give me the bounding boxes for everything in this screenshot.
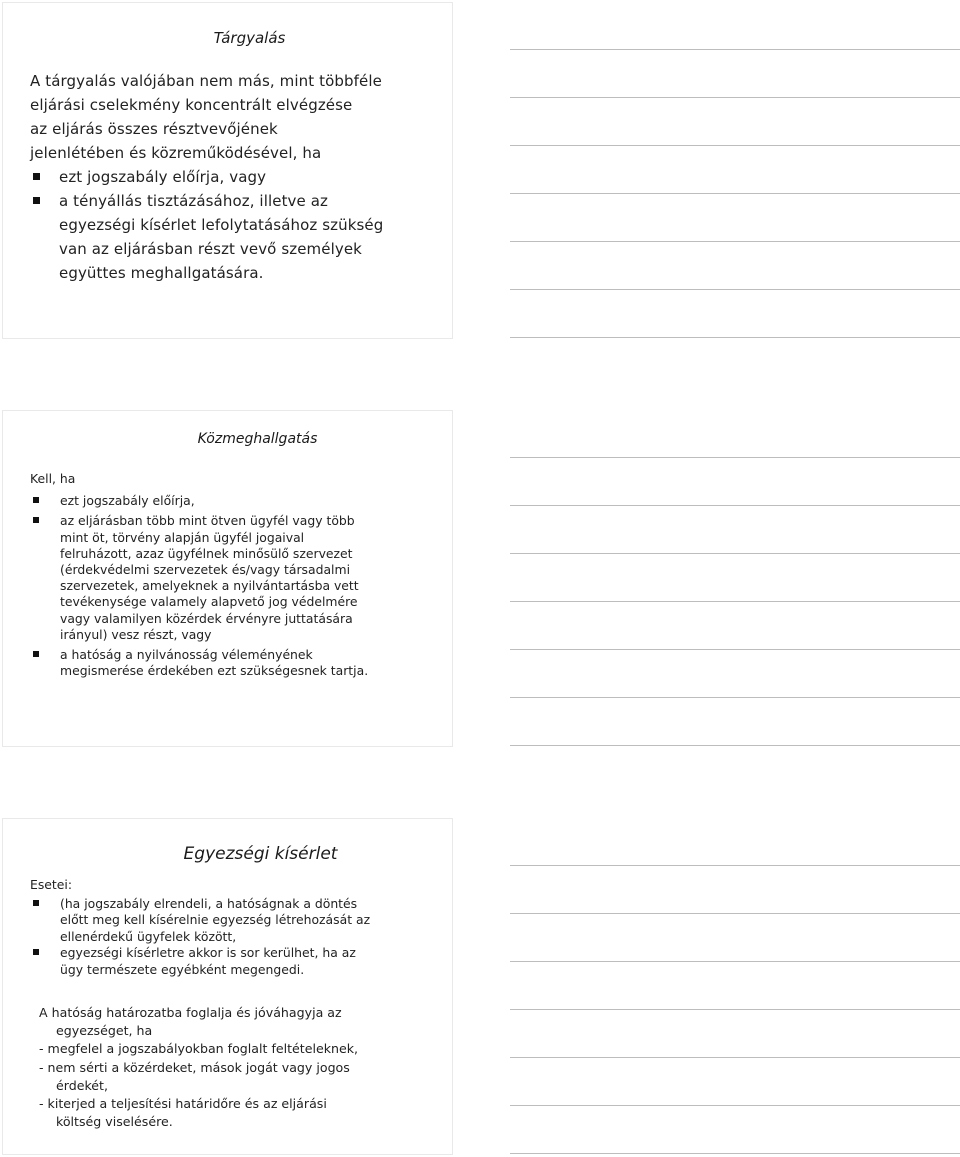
note-line <box>510 1009 960 1010</box>
slide-body <box>30 877 435 978</box>
bullet-line: mint öt, törvény alapján ügyfél jogaival <box>60 529 305 545</box>
bullet-line: együttes meghallgatására. <box>59 264 264 282</box>
slide-body <box>30 69 440 285</box>
square-bullet-icon <box>33 173 40 180</box>
bullet-line: megismerése érdekében ezt szükségesnek tartja. <box>60 663 369 679</box>
square-bullet-icon <box>33 651 39 657</box>
note-line <box>510 745 960 746</box>
note-line <box>510 697 960 698</box>
bullet-line: van az eljárásban részt vevő személyek <box>59 240 362 258</box>
lead-line: az eljárás összes résztvevőjének <box>30 120 278 138</box>
condition-line: - nem sérti a közérdeket, mások jogát vagy jogos <box>39 1059 350 1075</box>
bullet-line: felruházott, azaz ügyfélnek minősülő szervezet <box>60 545 353 561</box>
note-line <box>510 1153 960 1154</box>
lead-line: A tárgyalás valójában nem más, mint többféle <box>30 72 382 90</box>
bullet-line: ezt jogszabály előírja, <box>60 493 195 509</box>
bullet-line: vagy valamilyen közérdek érvényre juttatására <box>60 610 353 626</box>
note-line <box>510 1057 960 1058</box>
note-line <box>510 961 960 962</box>
square-bullet-icon <box>33 949 39 955</box>
slide-kozmeghallgatas <box>2 410 453 747</box>
note-line <box>510 457 960 458</box>
intro-text: Esetei: <box>30 877 73 892</box>
square-bullet-icon <box>33 497 39 503</box>
note-line <box>510 337 960 338</box>
note-line <box>510 865 960 866</box>
lead-line: jelenlétében és közreműködésével, ha <box>30 144 322 162</box>
note-line <box>510 649 960 650</box>
condition-line: költség viselésére. <box>56 1114 173 1130</box>
note-line <box>510 553 960 554</box>
slide-targyalas <box>2 2 453 339</box>
note-line <box>510 193 960 194</box>
intro-text: Kell, ha <box>30 471 76 486</box>
condition-line: egyezséget, ha <box>56 1023 153 1039</box>
bullet-item <box>30 189 440 285</box>
condition-line: A hatóság határozatba foglalja és jóváhagyja az <box>39 1005 342 1020</box>
slide-egyezsegi-kiserlet <box>2 818 453 1155</box>
note-line <box>510 601 960 602</box>
approval-conditions <box>39 1004 439 1131</box>
bullet-line: egyezségi kísérlet lefolytatásához szükség <box>59 216 384 234</box>
bullet-line: a tényállás tisztázásához, illetve az <box>59 192 328 210</box>
note-line <box>510 913 960 914</box>
lead-line: eljárási cselekmény koncentrált elvégzése <box>30 96 353 114</box>
bullet-line: ezt jogszabály előírja, vagy <box>59 168 267 186</box>
bullet-line: előtt meg kell kísérelnie egyezség létrehozását az <box>60 912 371 927</box>
bullet-line: egyezségi kísérletre akkor is sor kerülhet, ha az <box>60 945 356 960</box>
bullet-item <box>30 165 440 189</box>
slide-body <box>30 471 435 683</box>
bullet-item <box>30 896 435 946</box>
square-bullet-icon <box>33 517 39 523</box>
slide-title: Egyezségi kísérlet <box>183 844 338 864</box>
condition-line: - megfelel a jogszabályokban foglalt feltételeknek, <box>39 1041 359 1057</box>
note-line <box>510 97 960 98</box>
bullet-line: tevékenysége valamely alapvető jog védelmére <box>60 594 358 610</box>
bullet-line: irányul) vesz részt, vagy <box>60 626 212 642</box>
note-line <box>510 241 960 242</box>
square-bullet-icon <box>33 900 39 906</box>
note-line <box>510 145 960 146</box>
bullet-item <box>30 513 435 643</box>
bullet-line: ügy természete egyébként megengedi. <box>60 961 305 977</box>
bullet-line: az eljárásban több mint ötven ügyfél vagy több <box>60 513 355 529</box>
bullet-line: a hatóság a nyilvánosság véleményének <box>60 647 313 663</box>
slide-title: Közmeghallgatás <box>197 431 318 447</box>
condition-line: - kiterjed a teljesítési határidőre és az eljárási <box>39 1096 327 1112</box>
note-line <box>510 49 960 50</box>
bullet-line: (ha jogszabály elrendeli, a hatóságnak a döntés <box>60 895 358 911</box>
note-line <box>510 289 960 290</box>
bullet-item <box>30 945 435 978</box>
bullet-item <box>30 493 435 509</box>
square-bullet-icon <box>33 197 40 204</box>
bullet-line: ellenérdekű ügyfelek között, <box>60 928 237 944</box>
bullet-line: (érdekvédelmi szervezetek és/vagy társadalmi <box>60 562 351 578</box>
condition-line: érdekét, <box>56 1077 108 1093</box>
bullet-line: szervezetek, amelyeknek a nyilvántartásba vett <box>60 578 359 594</box>
note-line <box>510 505 960 506</box>
note-line <box>510 1105 960 1106</box>
slide-title: Tárgyalás <box>213 29 286 47</box>
bullet-item <box>30 647 435 679</box>
